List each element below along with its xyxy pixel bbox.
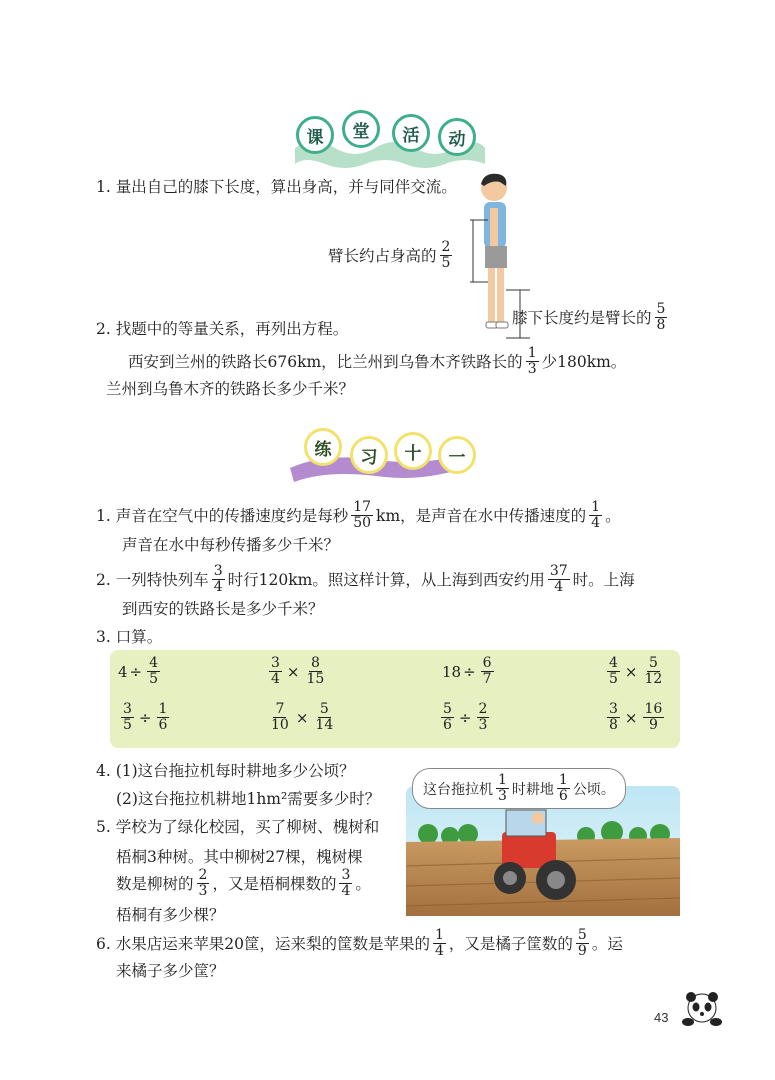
exercise-2-line2: 到西安的铁路长是多少千米？: [122, 600, 324, 618]
exercise-6-line1: 6. 水果店运来苹果20筐，运来梨的筐数是苹果的 $\frac{1}{4}$ ，又是橘子筐数的 $\frac{5}{9}$ 。运: [96, 927, 623, 959]
arm-length-note: 臂长约占身高的 $\frac{2}{5}$: [328, 239, 451, 271]
activity-q1: 1. 量出自己的膝下长度，算出身高，并与同伴交流。: [96, 178, 457, 196]
activity-q2-line1: 西安到兰州的铁路长676km，比兰州到乌鲁木齐铁路长的 $\frac{1}{3}$ 少180km。: [128, 345, 627, 377]
exercise-title-char: 一: [438, 436, 476, 474]
fraction: $\frac{2}{5}$: [441, 239, 451, 271]
fraction: $\frac{17}{50}$: [353, 499, 372, 531]
fraction: $\frac{1}{3}$: [498, 772, 507, 804]
exercise-title-char: 练: [304, 428, 342, 466]
calc-item: $\frac{4}{5}$ × $\frac{5}{12}$: [609, 655, 663, 687]
mental-math-panel: [110, 650, 680, 748]
exercise-3-title: 3. 口算。: [96, 628, 163, 646]
exercise-6-line2: 来橘子多少筐？: [116, 962, 225, 980]
fraction: $\frac{1}{4}$: [434, 927, 444, 959]
activity-title-char: 课: [296, 116, 334, 154]
exercise-4-part1: 4. (1)这台拖拉机每时耕地多少公顷？: [96, 762, 355, 780]
activity-title-char: 堂: [342, 110, 380, 148]
panda-icon: [680, 988, 724, 1028]
fraction: $\frac{37}{4}$: [549, 563, 568, 595]
exercise-2-line1: 2. 一列特快列车 $\frac{3}{4}$ 时行120km。照这样计算，从上海到西安约用 $\frac{37}{4}$ 时。上海: [96, 563, 635, 595]
calc-item: 4 ÷ $\frac{4}{5}$: [118, 655, 159, 687]
fraction: $\frac{3}{4}$: [341, 867, 351, 899]
fraction: $\frac{1}{3}$: [527, 345, 537, 377]
exercise-5-line2: 梧桐3种树。其中柳树27棵，槐树棵: [116, 848, 363, 866]
exercise-4-part2: (2)这台拖拉机耕地1hm²需要多少时？: [116, 790, 381, 808]
calc-item: $\frac{3}{5}$ ÷ $\frac{1}{6}$: [123, 701, 168, 733]
exercise-1-line2: 声音在水中每秒传播多少千米？: [122, 536, 340, 554]
calc-item: $\frac{3}{8}$ × $\frac{16}{9}$: [609, 701, 663, 733]
exercise-5-line4: 梧桐有多少棵？: [116, 906, 225, 924]
fraction: $\frac{1}{4}$: [591, 499, 601, 531]
activity-q2: 2. 找题中的等量关系，再列出方程。: [96, 320, 349, 338]
calc-item: $\frac{3}{4}$ × $\frac{8}{15}$: [271, 655, 325, 687]
calc-item: $\frac{7}{10}$ × $\frac{5}{14}$: [271, 701, 334, 733]
knee-length-note: 膝下长度约是臂长的 $\frac{5}{8}$: [512, 301, 666, 333]
tractor-speech-bubble: 这台拖拉机 $\frac{1}{3}$ 时耕地 $\frac{1}{6}$ 公顷。: [412, 768, 626, 809]
exercise-5-line3: 数是柳树的 $\frac{2}{3}$ ，又是梧桐棵数的 $\frac{3}{4}$ 。: [116, 867, 371, 899]
activity-title-char: 动: [438, 118, 476, 156]
activity-title-char: 活: [392, 114, 430, 152]
exercise-title-char: 习: [350, 436, 388, 474]
calc-item: $\frac{5}{6}$ ÷ $\frac{2}{3}$: [443, 701, 488, 733]
page-number: 43: [654, 1010, 669, 1025]
fraction: $\frac{5}{8}$: [656, 301, 666, 333]
exercise-5-line1: 5. 学校为了绿化校园，买了柳树、槐树和: [96, 818, 380, 836]
fraction: $\frac{2}{3}$: [198, 867, 208, 899]
fraction: $\frac{3}{4}$: [213, 563, 223, 595]
exercise-title-char: 十: [394, 432, 432, 470]
activity-q2-line2: 兰州到乌鲁木齐的铁路长多少千米？: [106, 380, 355, 398]
calc-item: 18 ÷ $\frac{6}{7}$: [442, 655, 492, 687]
fraction: $\frac{5}{9}$: [577, 927, 587, 959]
exercise-1-line1: 1. 声音在空气中的传播速度约是每秒 $\frac{17}{50}$ km，是声音在水中传播速度的 $\frac{1}{4}$ 。: [96, 499, 621, 531]
fraction: $\frac{1}{6}$: [558, 772, 568, 804]
